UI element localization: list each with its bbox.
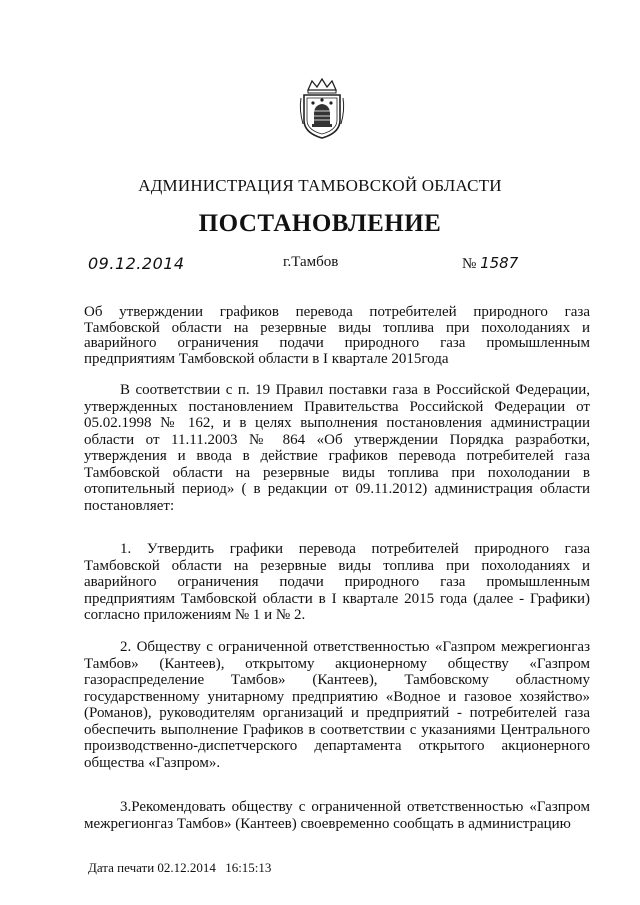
document-date: 09.12.2014 bbox=[88, 254, 185, 273]
coat-of-arms-icon bbox=[298, 78, 346, 140]
agency-title: АДМИНИСТРАЦИЯ ТАМБОВСКОЙ ОБЛАСТИ bbox=[138, 176, 502, 195]
document-subject: Об утверждении графиков перевода потребителей природного газа Тамбовской области на резервные виды топлива при похолоданиях и аварийного ограничения подачи природного газа промышленным предприятиям Тамбовской области в I квартале 2015года bbox=[84, 304, 590, 367]
print-time: 16:15:13 bbox=[225, 860, 272, 875]
print-date-footer bbox=[88, 860, 277, 876]
number-value: 1587 bbox=[480, 254, 519, 272]
document-city: г.Тамбов bbox=[283, 254, 339, 270]
preamble-paragraph: В соответствии с п. 19 Правил поставки газа в Российской Федерации, утвержденных постановлением Правительства Российской Федерации от 05.02.1998 № 162, и в целях выполнения постановления администрации области от 11.11.2003 № 864 «Об утверждении Порядка разработки, утверждения и ввода в действие графиков перевода потребителей газа Тамбовской области на резервные виды топлива при похолодании в отопительный период» ( в редакции от 09.11.2012) администрация области постановляет: bbox=[84, 382, 590, 514]
document-type-title: ПОСТАНОВЛЕНИЕ bbox=[198, 210, 442, 237]
item-2-paragraph: 2. Обществу с ограниченной ответственностью «Газпром межрегионгаз Тамбов» (Кантеев), открытому акционерному обществу «Газпром газораспределение Тамбов» (Кантеев), Тамбовскому областному государственному унитарному предприятию «Водное и газовое хозяйство» (Романов), руководителям организаций и предприятий - потребителей газа обеспечить выполнение Графиков в соответствии с указаниями Центрального производственно-диспетчерского департамента открытого акционерного общества «Газпром». bbox=[84, 639, 590, 771]
item-3-paragraph: 3.Рекомендовать обществу с ограниченной ответственностью «Газпром межрегионгаз Тамбов» (Кантеев) своевременно сообщать в администрацию bbox=[84, 799, 590, 832]
print-date: Дата печати 02.12.2014 bbox=[88, 860, 216, 875]
document-number bbox=[462, 254, 518, 273]
item-1-paragraph: 1. Утвердить графики перевода потребителей природного газа Тамбовской области на резервные виды топлива при похолоданиях и аварийного ограничения подачи природного газа промышленным предприятиям Тамбовской области в I квартале 2015 года (далее - Графики) согласно приложениям № 1 и № 2. bbox=[84, 541, 590, 623]
number-prefix: № bbox=[462, 256, 477, 272]
